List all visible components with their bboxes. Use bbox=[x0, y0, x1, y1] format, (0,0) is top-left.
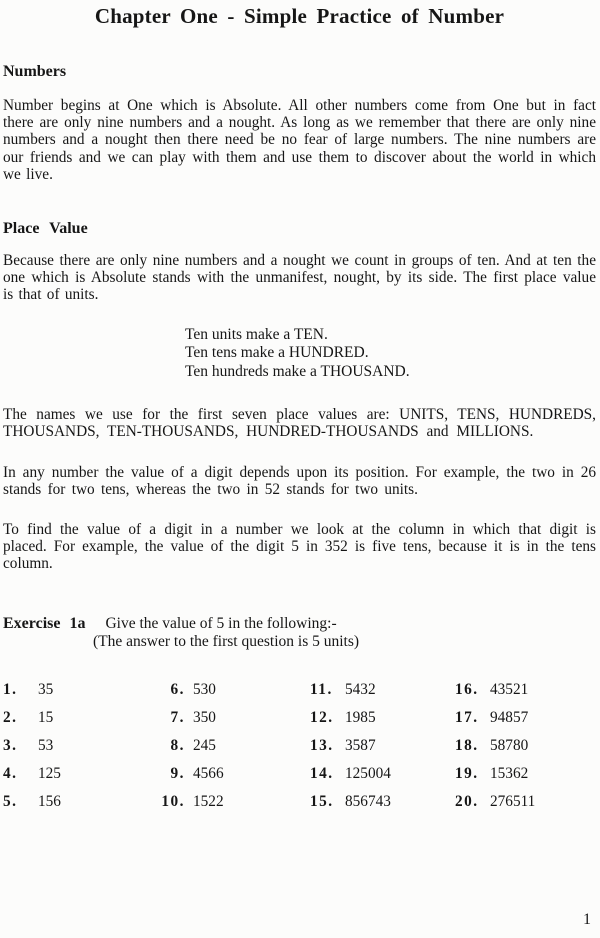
exercise-item-value: 856743 bbox=[345, 792, 391, 810]
exercise-row-1 bbox=[3, 676, 596, 704]
exercise-item-number: 20. bbox=[455, 792, 479, 810]
place-names-paragraph: The names we use for the first seven place values are: UNITS, TENS, HUNDREDS, THOUSANDS, TEN-THOUSANDS, HUNDRED-THOUSANDS and MILLIONS. bbox=[3, 406, 596, 441]
digit-value-paragraph: In any number the value of a digit depends upon its position. For example, the two in 26 stands for two tens, whereas the two in 52 stands for two units. bbox=[3, 463, 596, 498]
exercise-item-value: 15362 bbox=[490, 764, 529, 782]
exercise-item-number: 16. bbox=[455, 680, 479, 698]
exercise-row-3 bbox=[3, 732, 596, 760]
ten-fact-line-1: Ten units make a TEN. bbox=[185, 325, 328, 343]
place-value-heading: Place Value bbox=[3, 220, 88, 238]
numbers-paragraph: Number begins at One which is Absolute. All other numbers come from One but in fact there are only nine numbers and a nought. As long as we remember that there are only nine numbers and a nought then there need be no fear of large numbers. The nine numbers are our friends and we can play with them and use them to discover about the world in which we live. bbox=[3, 97, 596, 183]
exercise-item-number: 7. bbox=[170, 708, 185, 726]
exercise-item-number: 3. bbox=[3, 736, 18, 754]
exercise-heading bbox=[3, 615, 596, 651]
exercise-item-number: 11. bbox=[310, 680, 333, 698]
exercise-item-number: 4. bbox=[3, 764, 18, 782]
exercise-item-value: 53 bbox=[38, 736, 54, 754]
exercise-item-value: 350 bbox=[193, 708, 216, 726]
exercise-item-number: 9. bbox=[170, 764, 185, 782]
exercise-label: Exercise 1a bbox=[3, 614, 86, 632]
exercise-item-value: 276511 bbox=[490, 792, 536, 810]
exercise-item-value: 1522 bbox=[193, 792, 224, 810]
ten-facts-block bbox=[185, 326, 596, 382]
find-value-paragraph: To find the value of a digit in a number we look at the column in which that digit is placed. For example, the value of the digit 5 in 352 is five tens, because it is in the tens column. bbox=[3, 520, 596, 573]
exercise-item-value: 5432 bbox=[345, 680, 376, 698]
exercise-item-number: 13. bbox=[310, 736, 334, 754]
exercise-item-value: 3587 bbox=[345, 736, 376, 754]
numbers-heading: Numbers bbox=[3, 63, 67, 80]
exercise-item-number: 5. bbox=[3, 792, 18, 810]
exercise-item-value: 1985 bbox=[345, 708, 376, 726]
exercise-item-value: 43521 bbox=[490, 680, 529, 698]
page-number: 1 bbox=[583, 911, 591, 928]
exercise-table bbox=[3, 676, 596, 816]
page-title: Chapter One - Simple Practice of Number bbox=[94, 4, 505, 28]
exercise-item-value: 15 bbox=[38, 708, 54, 726]
exercise-item-value: 35 bbox=[38, 680, 54, 698]
exercise-item-number: 6. bbox=[170, 680, 185, 698]
ten-fact-line-3: Ten hundreds make a THOUSAND. bbox=[185, 362, 410, 380]
exercise-item-value: 4566 bbox=[193, 764, 224, 782]
exercise-item-number: 12. bbox=[310, 708, 334, 726]
exercise-item-number: 10. bbox=[161, 792, 185, 810]
exercise-item-number: 15. bbox=[310, 792, 334, 810]
exercise-item-value: 94857 bbox=[490, 708, 529, 726]
exercise-item-value: 125 bbox=[38, 764, 61, 782]
place-value-paragraph: Because there are only nine numbers and a nought we count in groups of ten. And at ten the one which is Absolute stands with the unmanifest, nought, by its side. The first place value is that of units. bbox=[3, 252, 596, 304]
exercise-item-value: 530 bbox=[193, 680, 216, 698]
exercise-row-5 bbox=[3, 788, 596, 816]
exercise-item-value: 245 bbox=[193, 736, 216, 754]
exercise-item-number: 2. bbox=[3, 708, 18, 726]
exercise-item-number: 8. bbox=[170, 736, 185, 754]
exercise-item-number: 19. bbox=[455, 764, 479, 782]
exercise-item-number: 1. bbox=[3, 680, 18, 698]
exercise-item-number: 18. bbox=[455, 736, 479, 754]
exercise-row-2 bbox=[3, 704, 596, 732]
exercise-item-number: 14. bbox=[310, 764, 334, 782]
exercise-instruction: Give the value of 5 in the following:- bbox=[105, 614, 337, 632]
exercise-note: (The answer to the first question is 5 units) bbox=[93, 632, 360, 650]
exercise-item-value: 125004 bbox=[345, 764, 391, 782]
exercise-item-number: 17. bbox=[455, 708, 479, 726]
exercise-item-value: 58780 bbox=[490, 736, 529, 754]
exercise-item-value: 156 bbox=[38, 792, 61, 810]
exercise-row-4 bbox=[3, 760, 596, 788]
ten-fact-line-2: Ten tens make a HUNDRED. bbox=[185, 344, 369, 362]
